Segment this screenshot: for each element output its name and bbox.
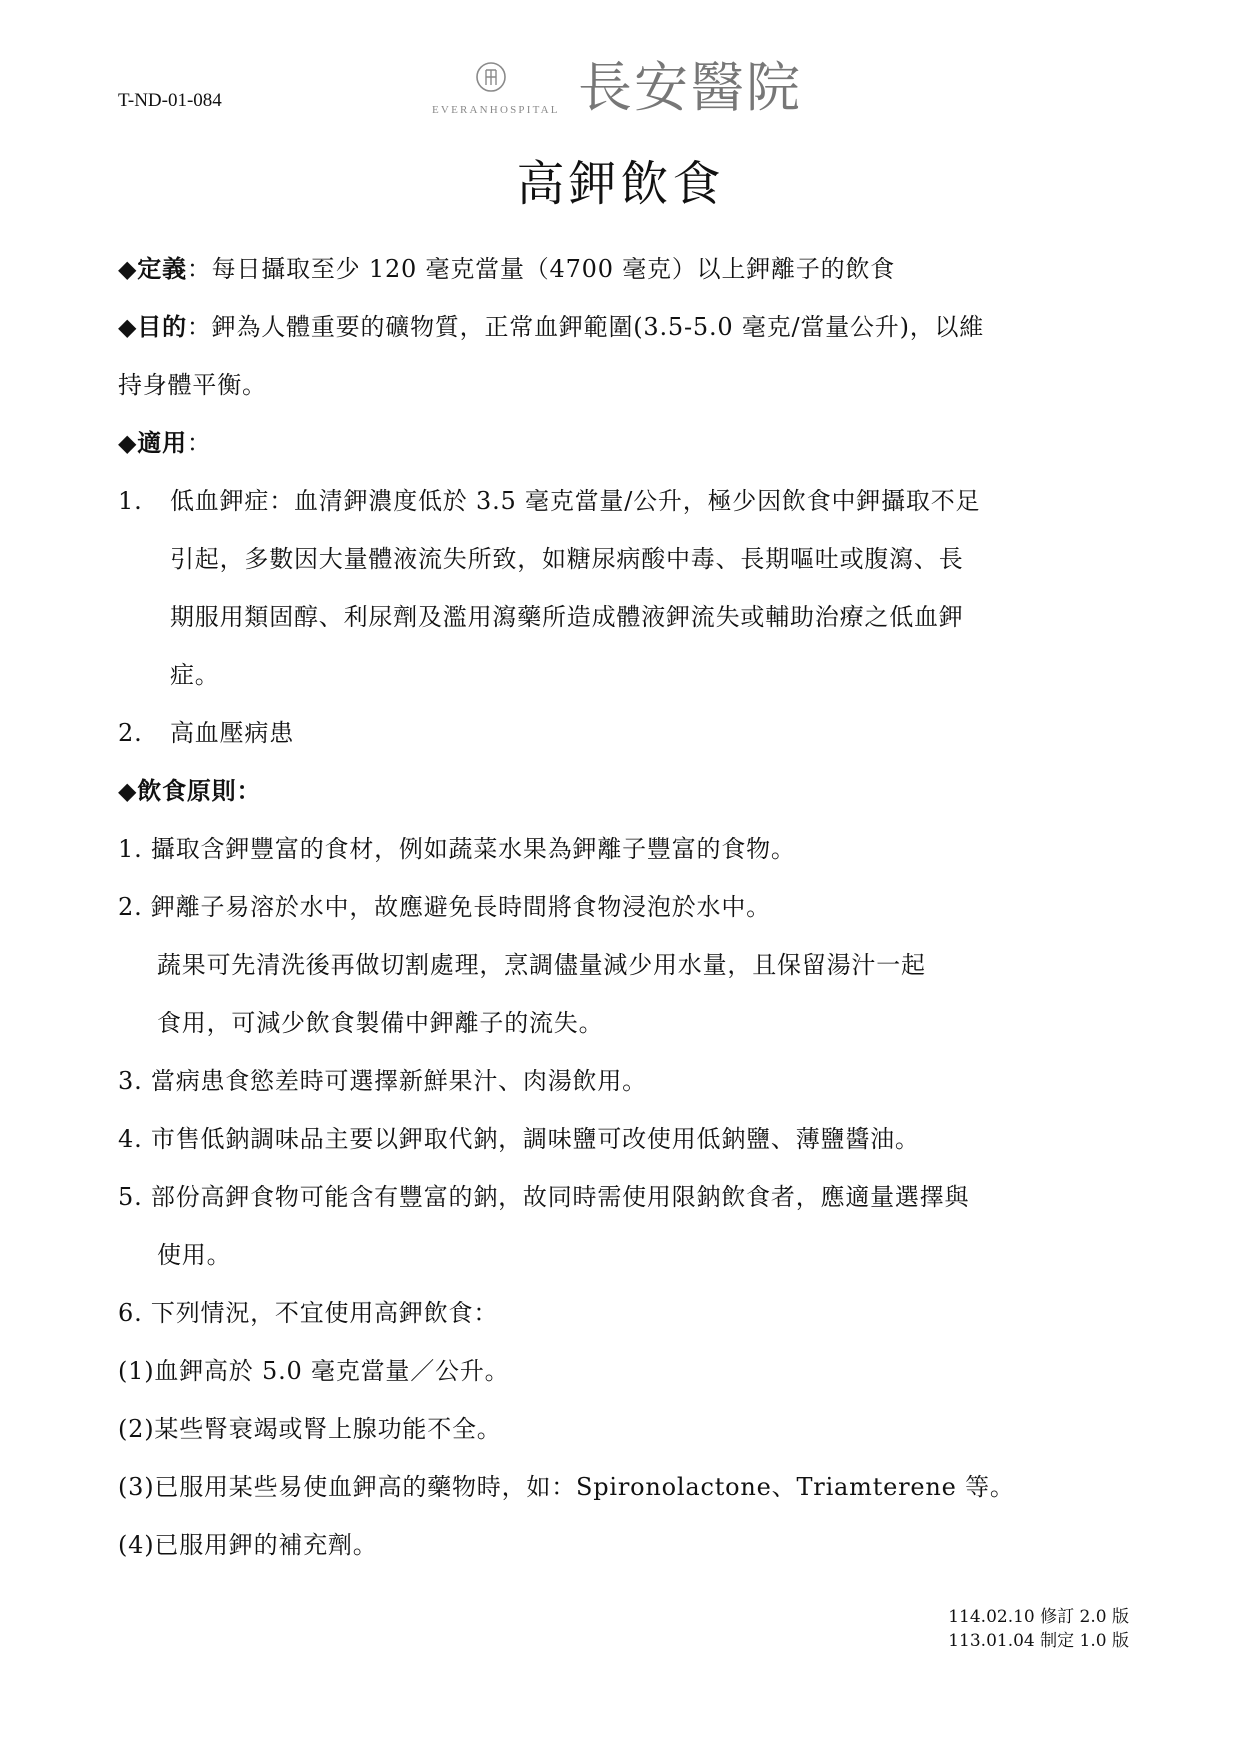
applicable-item-1-number: 1.: [118, 487, 143, 515]
principles-label: 飲食原則：: [137, 776, 262, 805]
page-title: 高鉀飲食: [516, 156, 725, 212]
hospital-emblem-icon: [474, 60, 508, 94]
principle-line: 5. 部份高鉀食物可能含有豐富的鈉，故同時需使用限鈉飲食者，應適量選擇與: [118, 1183, 970, 1211]
logo-english: EVERANHOSPITAL: [432, 104, 560, 116]
diamond-bullet-icon: ◆: [118, 313, 138, 341]
principle-line: 4. 市售低鈉調味品主要以鉀取代鈉，調味鹽可改使用低鈉鹽、薄鹽醬油。: [118, 1125, 920, 1153]
applicable-item-1-line: 症。: [170, 661, 220, 689]
definition-text: ：每日攝取至少 120 毫克當量（4700 毫克）以上鉀離子的飲食: [186, 255, 896, 283]
document-code: T-ND-01-084: [118, 90, 222, 111]
logo-chinese: 長安醫院: [578, 56, 802, 119]
purpose-label: 目的: [137, 312, 187, 341]
purpose-line-2: 持身體平衡。: [118, 371, 267, 399]
purpose-text-1: ：鉀為人體重要的礦物質，正常血鉀範圍(3.5-5.0 毫克/當量公升)，以維: [186, 313, 985, 341]
principles-heading: [118, 776, 261, 806]
principle-line: 6. 下列情況，不宜使用高鉀飲食：: [118, 1299, 499, 1327]
principle-line: (1)血鉀高於 5.0 毫克當量／公升。: [118, 1357, 510, 1385]
principle-line: 食用，可減少飲食製備中鉀離子的流失。: [157, 1009, 604, 1037]
applicable-item-1-line: 期服用類固醇、利尿劑及濫用瀉藥所造成體液鉀流失或輔助治療之低血鉀: [170, 603, 964, 631]
definition-line: [118, 254, 895, 284]
applicable-heading: ◆適用：: [118, 428, 212, 457]
principle-line: 2. 鉀離子易溶於水中，故應避免長時間將食物浸泡於水中。: [118, 893, 771, 921]
principle-line: (3)已服用某些易使血鉀高的藥物時，如：Spironolactone、Triamterene 等。: [118, 1473, 1015, 1501]
diamond-bullet-icon: ◆: [118, 777, 138, 805]
applicable-item-1-line: 引起，多數因大量體液流失所致，如糖尿病酸中毒、長期嘔吐或腹瀉、長: [170, 545, 964, 573]
established-note: 113.01.04 制定 1.0 版: [948, 1631, 1129, 1651]
principle-line: (2)某些腎衰竭或腎上腺功能不全。: [118, 1415, 502, 1443]
definition-label: 定義: [137, 254, 187, 283]
principle-line: 1. 攝取含鉀豐富的食材，例如蔬菜水果為鉀離子豐富的食物。: [118, 835, 796, 863]
applicable-item-1-line: 低血鉀症：血清鉀濃度低於 3.5 毫克當量/公升，極少因飲食中鉀攝取不足: [170, 487, 981, 515]
applicable-item-2: 高血壓病患: [170, 719, 294, 747]
principle-line: 3. 當病患食慾差時可選擇新鮮果汁、肉湯飲用。: [118, 1067, 647, 1095]
revision-note: 114.02.10 修訂 2.0 版: [948, 1607, 1129, 1627]
principle-line: 蔬果可先清洗後再做切割處理，烹調儘量減少用水量，且保留湯汁一起: [157, 951, 926, 979]
purpose-line-1: [118, 312, 984, 342]
applicable-label: 適用: [137, 428, 187, 457]
principle-line: (4)已服用鉀的補充劑。: [118, 1531, 378, 1559]
diamond-bullet-icon: ◆: [118, 429, 138, 457]
principle-line: 使用。: [157, 1241, 232, 1269]
applicable-item-2-number: 2.: [118, 719, 143, 747]
diamond-bullet-icon: ◆: [118, 255, 138, 283]
